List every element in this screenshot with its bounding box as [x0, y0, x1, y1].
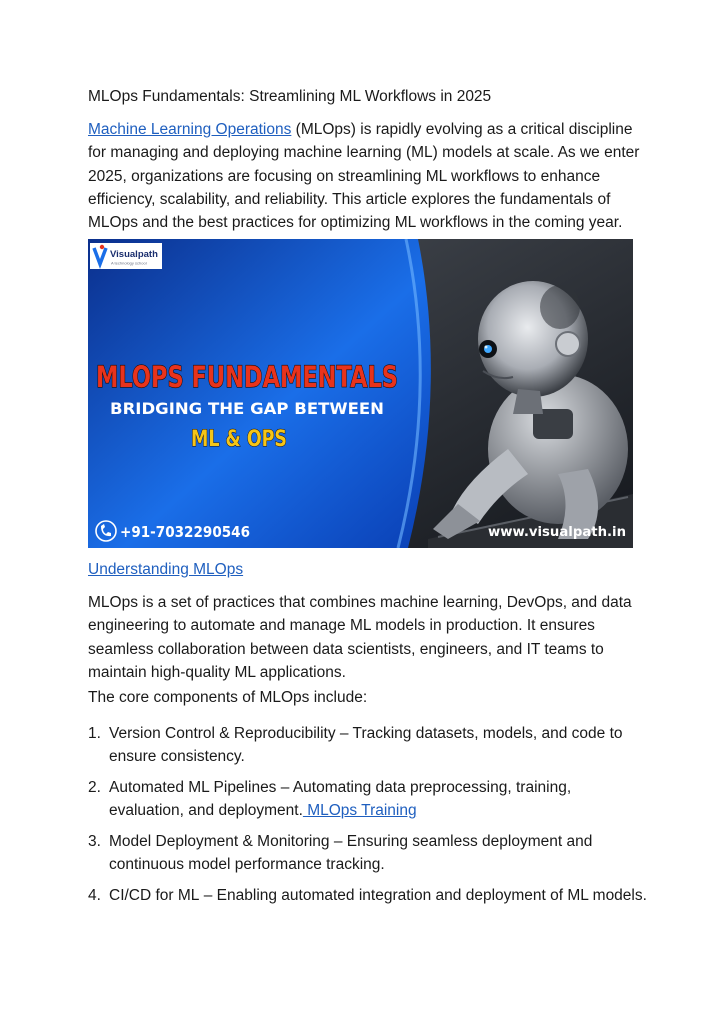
understanding-mlops-link[interactable]: Understanding MLOps	[88, 561, 244, 578]
list-item-desc: – Enabling automated integration and deployment of ML models.	[199, 887, 647, 905]
list-item-term: CI/CD for ML	[109, 887, 200, 905]
list-item-desc: – Ensuring seamless deployment and continuous model performance tracking.	[109, 833, 593, 874]
list-item: 4. CI/CD for ML – Enabling automated integration and deployment of ML models.	[88, 887, 647, 905]
list-item: 1. Version Control & Reproducibility – Tracking datasets, models, and code to ensure consistency.	[88, 725, 623, 766]
banner-phone-number: +91-7032290546	[120, 523, 250, 541]
logo-tagline: A technology school	[111, 260, 147, 266]
understanding-mlops-heading[interactable]	[88, 561, 243, 579]
document-title: MLOps Fundamentals: Streamlining ML Workflows in 2025	[88, 88, 492, 105]
banner-subline: BRIDGING THE GAP BETWEEN	[110, 399, 384, 418]
mlops-banner-image	[88, 239, 633, 548]
logo-text: Visualpath	[110, 249, 158, 260]
mlops-training-link[interactable]: MLOps Training	[302, 802, 417, 820]
machine-learning-operations-link[interactable]: Machine Learning Operations	[88, 121, 292, 138]
list-item-term: Automated ML Pipelines	[109, 779, 277, 797]
list-item: 2. Automated ML Pipelines – Automating data preprocessing, training, evaluation, and deployment. MLOps Training	[88, 779, 572, 820]
banner-graphic	[88, 239, 633, 548]
banner-accent: ML & OPS	[191, 427, 287, 452]
intro-text: (MLOps) is rapidly evolving as a critical discipline for managing and deploying machine learning (ML) models at scale. As we enter 2025, organizations are focusing on streamlining ML workflows to enhance efficiency, scalability, and reliability. This article explores the fundamentals of MLOps and the best practices for optimizing ML workflows in the coming year.	[88, 121, 640, 232]
list-item-term: Version Control & Reproducibility	[109, 725, 336, 742]
list-item-term: Model Deployment & Monitoring	[109, 833, 330, 851]
list-item-desc: – Automating data preprocessing, training, evaluation, and deployment.	[109, 779, 572, 820]
list-item-desc: – Tracking datasets, models, and code to ensure consistency.	[109, 725, 623, 766]
core-components-list	[88, 722, 648, 915]
banner-website: www.visualpath.in	[488, 525, 626, 540]
intro-paragraph	[88, 118, 648, 234]
banner-headline: MLOPS FUNDAMENTALS	[96, 360, 398, 394]
core-components-heading: The core components of MLOps include:	[88, 689, 368, 706]
banner-phone	[96, 521, 250, 541]
understanding-paragraph: MLOps is a set of practices that combines machine learning, DevOps, and data engineering to automate and manage ML models in production. It ensures seamless collaboration between data scientists, engineers, and IT teams to maintain high-quality ML applications.	[88, 594, 632, 681]
list-item: 3. Model Deployment & Monitoring – Ensuring seamless deployment and continuous model performance tracking.	[88, 833, 593, 874]
visualpath-logo	[90, 243, 162, 269]
